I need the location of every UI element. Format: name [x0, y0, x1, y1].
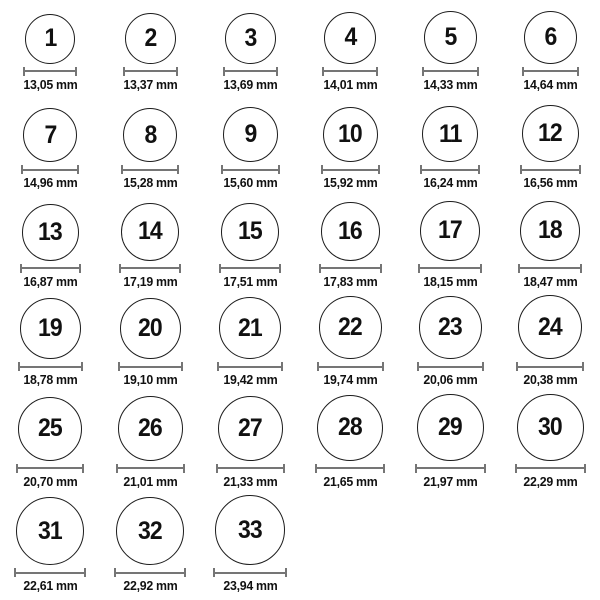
ring-circle	[121, 203, 179, 261]
ring-size-cell	[300, 197, 400, 295]
ring-size-number: 30	[538, 412, 562, 441]
measure-tick-right	[582, 362, 584, 371]
measure-rule	[20, 267, 81, 269]
ring-circle	[18, 397, 82, 461]
diameter-label: 17,51 mm	[222, 273, 278, 289]
ring-size-number: 5	[444, 22, 456, 51]
measure-tick-right	[283, 464, 285, 473]
diameter-label: 16,24 mm	[422, 175, 478, 191]
diameter-measure-line	[515, 464, 586, 473]
measure-tick-right	[177, 165, 179, 174]
measure-rule	[518, 267, 582, 269]
ring-circle	[520, 201, 580, 261]
measure-tick-right	[480, 264, 482, 273]
ring-size-cell	[200, 394, 300, 496]
measure-rule	[319, 267, 382, 269]
ring-size-number: 23	[438, 313, 462, 342]
ring-size-number: 21	[238, 313, 262, 342]
ring-size-number: 14	[138, 217, 162, 246]
ring-size-number: 4	[344, 23, 356, 52]
ring-size-cell	[100, 0, 200, 98]
measure-tick-right	[579, 165, 581, 174]
measure-tick-right	[81, 362, 83, 371]
diameter-label: 14,96 mm	[22, 175, 78, 191]
diameter-measure-line	[321, 165, 380, 174]
ring-size-cell	[200, 197, 300, 295]
ring-size-number: 12	[538, 119, 562, 148]
diameter-label: 21,33 mm	[222, 473, 278, 489]
measure-tick-right	[181, 362, 183, 371]
diameter-measure-line	[420, 165, 480, 174]
measure-rule	[16, 467, 84, 469]
measure-tick-right	[278, 165, 280, 174]
diameter-label: 22,92 mm	[122, 578, 178, 594]
ring-circle	[518, 295, 582, 359]
ring-circle	[22, 204, 79, 261]
ring-size-cell	[500, 98, 600, 196]
diameter-measure-line	[213, 568, 287, 577]
diameter-label: 17,83 mm	[322, 273, 378, 289]
diameter-measure-line	[216, 464, 285, 473]
measure-rule	[315, 467, 385, 469]
ring-size-cell	[200, 98, 300, 196]
diameter-label: 14,64 mm	[522, 76, 578, 92]
measure-rule	[417, 366, 484, 368]
diameter-label: 20,70 mm	[22, 473, 78, 489]
ring-size-number: 1	[44, 24, 56, 53]
diameter-label: 15,28 mm	[122, 175, 178, 191]
diameter-measure-line	[518, 264, 582, 273]
ring-size-cell	[400, 394, 500, 496]
ring-size-number: 3	[244, 23, 256, 52]
measure-rule	[223, 70, 278, 72]
diameter-measure-line	[23, 67, 77, 76]
measure-rule	[321, 169, 380, 171]
diameter-label: 13,37 mm	[122, 76, 178, 92]
measure-tick-right	[84, 568, 86, 577]
measure-rule	[522, 70, 579, 72]
ring-circle	[221, 203, 279, 261]
ring-circle	[424, 11, 477, 64]
diameter-label: 18,15 mm	[422, 273, 478, 289]
measure-tick-right	[183, 464, 185, 473]
diameter-measure-line	[18, 362, 83, 371]
ring-size-number: 17	[438, 216, 462, 245]
measure-tick-right	[82, 464, 84, 473]
diameter-measure-line	[114, 568, 186, 577]
diameter-label: 21,65 mm	[322, 473, 378, 489]
measure-tick-right	[276, 67, 278, 76]
ring-circle	[25, 14, 75, 64]
diameter-measure-line	[20, 264, 81, 273]
ring-size-cell	[0, 495, 100, 600]
ring-size-number: 33	[238, 515, 262, 544]
ring-circle	[524, 11, 577, 64]
ring-size-number: 8	[144, 120, 156, 149]
ring-circle	[20, 298, 81, 359]
ring-size-cell	[0, 98, 100, 196]
diameter-measure-line	[221, 165, 280, 174]
measure-rule	[217, 366, 283, 368]
diameter-label: 16,87 mm	[22, 273, 78, 289]
ring-size-number: 15	[238, 217, 262, 246]
diameter-measure-line	[16, 464, 84, 473]
ring-size-cell	[300, 394, 400, 496]
measure-tick-right	[482, 362, 484, 371]
measure-rule	[119, 267, 181, 269]
measure-rule	[418, 267, 482, 269]
ring-size-cell	[0, 197, 100, 295]
measure-tick-right	[484, 464, 486, 473]
ring-size-cell	[100, 295, 200, 394]
diameter-measure-line	[522, 67, 579, 76]
measure-rule	[420, 169, 480, 171]
diameter-measure-line	[123, 67, 178, 76]
diameter-label: 13,05 mm	[22, 76, 78, 92]
ring-size-number: 2	[144, 23, 156, 52]
measure-tick-right	[382, 362, 384, 371]
diameter-measure-line	[118, 362, 183, 371]
diameter-label: 14,01 mm	[322, 76, 378, 92]
diameter-label: 18,47 mm	[522, 273, 578, 289]
measure-rule	[216, 467, 285, 469]
diameter-measure-line	[116, 464, 185, 473]
diameter-measure-line	[21, 165, 79, 174]
ring-size-number: 11	[438, 119, 462, 148]
diameter-label: 21,01 mm	[122, 473, 178, 489]
ring-circle	[219, 297, 281, 359]
ring-size-number: 10	[338, 120, 362, 149]
diameter-measure-line	[520, 165, 581, 174]
ring-size-cell	[400, 0, 500, 98]
diameter-measure-line	[14, 568, 86, 577]
ring-size-cell	[100, 495, 200, 600]
diameter-label: 19,42 mm	[222, 372, 278, 388]
ring-size-cell	[500, 295, 600, 394]
measure-tick-right	[75, 67, 77, 76]
measure-rule	[116, 467, 185, 469]
ring-circle	[125, 13, 176, 64]
ring-size-cell	[200, 495, 300, 600]
measure-rule	[422, 70, 479, 72]
ring-circle	[23, 108, 77, 162]
diameter-label: 22,29 mm	[522, 473, 578, 489]
ring-size-number: 20	[138, 314, 162, 343]
ring-size-cell	[0, 394, 100, 496]
measure-tick-right	[77, 165, 79, 174]
ring-circle	[317, 395, 383, 461]
ring-size-number: 24	[538, 312, 562, 341]
ring-size-cell	[500, 394, 600, 496]
ring-circle	[522, 105, 579, 162]
diameter-label: 22,61 mm	[22, 578, 78, 594]
ring-size-number: 13	[38, 217, 62, 246]
measure-rule	[415, 467, 486, 469]
ring-size-cell	[400, 295, 500, 394]
measure-tick-right	[376, 67, 378, 76]
ring-size-cell	[200, 295, 300, 394]
ring-circle	[225, 13, 276, 64]
ring-circle	[323, 107, 378, 162]
diameter-measure-line	[315, 464, 385, 473]
ring-circle	[419, 296, 482, 359]
ring-size-number: 31	[38, 516, 62, 545]
measure-tick-right	[281, 362, 283, 371]
ring-size-cell	[100, 394, 200, 496]
ring-size-cell	[200, 0, 300, 98]
diameter-measure-line	[217, 362, 283, 371]
measure-tick-right	[285, 568, 287, 577]
diameter-measure-line	[415, 464, 486, 473]
ring-circle	[16, 497, 84, 565]
ring-size-number: 9	[244, 120, 256, 149]
ring-size-number: 32	[138, 516, 162, 545]
ring-circle	[319, 296, 382, 359]
measure-tick-right	[279, 264, 281, 273]
ring-size-number: 16	[338, 216, 362, 245]
ring-circle	[123, 108, 177, 162]
measure-rule	[118, 366, 183, 368]
measure-tick-right	[584, 464, 586, 473]
measure-tick-right	[478, 165, 480, 174]
diameter-label: 20,38 mm	[522, 372, 578, 388]
ring-size-number: 27	[238, 413, 262, 442]
ring-size-cell	[300, 98, 400, 196]
measure-tick-right	[184, 568, 186, 577]
diameter-measure-line	[223, 67, 278, 76]
diameter-measure-line	[219, 264, 281, 273]
diameter-label: 16,56 mm	[522, 175, 578, 191]
ring-circle	[218, 396, 283, 461]
measure-tick-right	[577, 67, 579, 76]
ring-size-cell	[400, 98, 500, 196]
diameter-label: 20,06 mm	[422, 372, 478, 388]
diameter-label: 15,92 mm	[322, 175, 378, 191]
diameter-measure-line	[418, 264, 482, 273]
diameter-label: 18,78 mm	[22, 372, 78, 388]
measure-rule	[18, 366, 83, 368]
measure-tick-right	[383, 464, 385, 473]
measure-tick-right	[176, 67, 178, 76]
measure-tick-right	[179, 264, 181, 273]
ring-size-cell	[300, 0, 400, 98]
diameter-label: 17,19 mm	[122, 273, 178, 289]
ring-circle	[120, 298, 181, 359]
diameter-measure-line	[516, 362, 584, 371]
ring-circle	[215, 495, 285, 565]
ring-size-number: 26	[138, 413, 162, 442]
measure-rule	[221, 169, 280, 171]
measure-tick-right	[378, 165, 380, 174]
ring-size-number: 7	[44, 120, 56, 149]
ring-circle	[420, 201, 480, 261]
measure-rule	[322, 70, 378, 72]
diameter-label: 21,97 mm	[422, 473, 478, 489]
measure-rule	[14, 572, 86, 574]
ring-size-cell	[300, 295, 400, 394]
ring-circle	[417, 394, 484, 461]
ring-circle	[324, 12, 376, 64]
diameter-label: 19,74 mm	[322, 372, 378, 388]
measure-rule	[21, 169, 79, 171]
ring-circle	[116, 497, 184, 565]
measure-tick-right	[477, 67, 479, 76]
ring-circle	[517, 394, 584, 461]
ring-size-cell	[100, 197, 200, 295]
measure-rule	[515, 467, 586, 469]
measure-tick-right	[79, 264, 81, 273]
diameter-measure-line	[422, 67, 479, 76]
diameter-measure-line	[322, 67, 378, 76]
diameter-label: 23,94 mm	[222, 578, 278, 594]
diameter-measure-line	[121, 165, 179, 174]
ring-size-cell	[100, 98, 200, 196]
diameter-label: 13,69 mm	[222, 76, 278, 92]
measure-rule	[213, 572, 287, 574]
ring-size-number: 22	[338, 313, 362, 342]
ring-circle	[223, 107, 278, 162]
measure-rule	[317, 366, 384, 368]
diameter-measure-line	[317, 362, 384, 371]
ring-circle	[118, 396, 183, 461]
measure-rule	[219, 267, 281, 269]
ring-size-cell	[400, 197, 500, 295]
measure-tick-right	[580, 264, 582, 273]
measure-rule	[123, 70, 178, 72]
ring-size-cell	[500, 197, 600, 295]
measure-rule	[520, 169, 581, 171]
ring-size-number: 28	[338, 413, 362, 442]
measure-rule	[23, 70, 77, 72]
ring-size-number: 25	[38, 414, 62, 443]
ring-size-number: 18	[538, 216, 562, 245]
ring-size-number: 19	[38, 314, 62, 343]
measure-tick-right	[380, 264, 382, 273]
diameter-label: 19,10 mm	[122, 372, 178, 388]
ring-size-number: 29	[438, 412, 462, 441]
measure-rule	[516, 366, 584, 368]
diameter-label: 14,33 mm	[422, 76, 478, 92]
measure-rule	[121, 169, 179, 171]
diameter-measure-line	[119, 264, 181, 273]
ring-circle	[422, 106, 478, 162]
ring-size-cell	[0, 0, 100, 98]
ring-size-number: 6	[544, 22, 556, 51]
ring-circle	[321, 202, 380, 261]
ring-size-cell	[0, 295, 100, 394]
diameter-label: 15,60 mm	[222, 175, 278, 191]
diameter-measure-line	[319, 264, 382, 273]
diameter-measure-line	[417, 362, 484, 371]
ring-size-cell	[500, 0, 600, 98]
measure-rule	[114, 572, 186, 574]
